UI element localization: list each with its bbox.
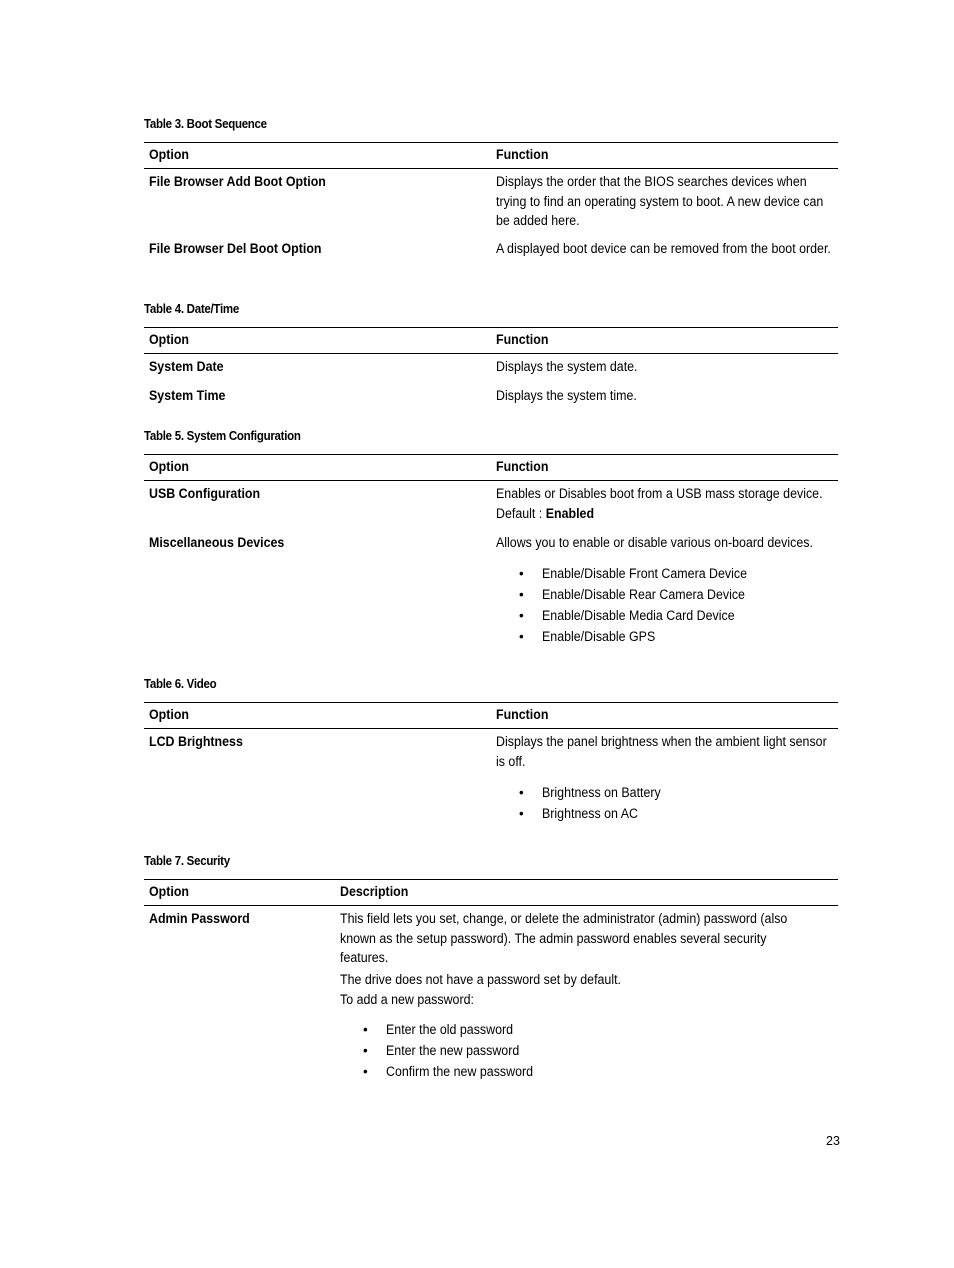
- header-function: Function: [496, 707, 549, 722]
- function-text: Enables or Disables boot from a USB mass storage device.: [496, 486, 823, 501]
- default-value: Enabled: [545, 505, 595, 521]
- security-table: Option Description Admin Password This field lets you set, change, or delete the administrator (admin) password (also known as the setup password). The admin password enables several security features. The drive does not have a password set by default. To add a new password: • Enter the old password • Enter the new password • Confirm the new password: [144, 879, 838, 906]
- table-caption: Table 5. System Configuration: [144, 429, 301, 443]
- header-function: Function: [496, 147, 549, 162]
- header-option: Option: [149, 884, 190, 899]
- option-name: System Date: [149, 359, 224, 374]
- function-description: Displays the order that the BIOS searches devices when trying to find an operating system to boot. A new device can be added here.: [496, 174, 824, 228]
- function-description: Displays the system date.: [496, 359, 638, 374]
- function-description: Displays the panel brightness when the ambient light sensor is off.: [496, 734, 827, 769]
- system-configuration-table: Option Function USB Configuration Enables or Disables boot from a USB mass storage device. Default : Enabled Miscellaneous Devices Allows you to enable or disable various on-board devices. • Enable/Disable Front Camera Device • Enable/Disable Rear Camera Device • Enable/Disable Media Card Device • Enable/Disable GPS: [144, 454, 838, 481]
- header-option: Option: [149, 332, 190, 347]
- function-description: Allows you to enable or disable various on-board devices.: [496, 535, 813, 550]
- option-name: LCD Brightness: [149, 734, 243, 749]
- option-name: Admin Password: [149, 911, 250, 926]
- option-name: File Browser Del Boot Option: [149, 241, 322, 256]
- boot-sequence-table: [144, 142, 838, 256]
- table-caption: Table 4. Date/Time: [144, 302, 239, 316]
- table-caption: Table 6. Video: [144, 677, 217, 691]
- header-option: Option: [149, 707, 190, 722]
- function-description: This field lets you set, change, or delete the administrator (admin) password (also known as the setup password). The admin password enables several security features.: [340, 911, 788, 965]
- function-description: [496, 484, 844, 523]
- option-name: System Time: [149, 388, 226, 403]
- header-option: Option: [149, 459, 190, 474]
- table-header: [144, 454, 838, 481]
- header-option: Option: [149, 147, 190, 162]
- table-caption: Table 3. Boot Sequence: [144, 117, 267, 131]
- option-name: USB Configuration: [149, 486, 261, 501]
- default-label: Default :: [496, 505, 543, 521]
- option-name: File Browser Add Boot Option: [149, 174, 326, 189]
- description-note: The drive does not have a password set by default.: [340, 972, 622, 987]
- function-description: A displayed boot device can be removed from the boot order.: [496, 241, 831, 256]
- date-time-table: [144, 327, 838, 403]
- header-description: Description: [340, 884, 409, 899]
- option-name: Miscellaneous Devices: [149, 535, 285, 550]
- description-note: To add a new password:: [340, 992, 474, 1007]
- table-header: [144, 702, 838, 729]
- function-description: Displays the system time.: [496, 388, 637, 403]
- header-function: Function: [496, 459, 549, 474]
- header-function: Function: [496, 332, 549, 347]
- table-header: [144, 327, 838, 354]
- table-caption: Table 7. Security: [144, 854, 230, 868]
- default-setting: [496, 504, 844, 524]
- table-header: [144, 879, 838, 906]
- video-table: Option Function LCD Brightness Displays the panel brightness when the ambient light sensor is off. • Brightness on Battery • Brightness on AC: [144, 702, 838, 729]
- page-number: 23: [826, 1134, 840, 1148]
- table-header: [144, 142, 838, 169]
